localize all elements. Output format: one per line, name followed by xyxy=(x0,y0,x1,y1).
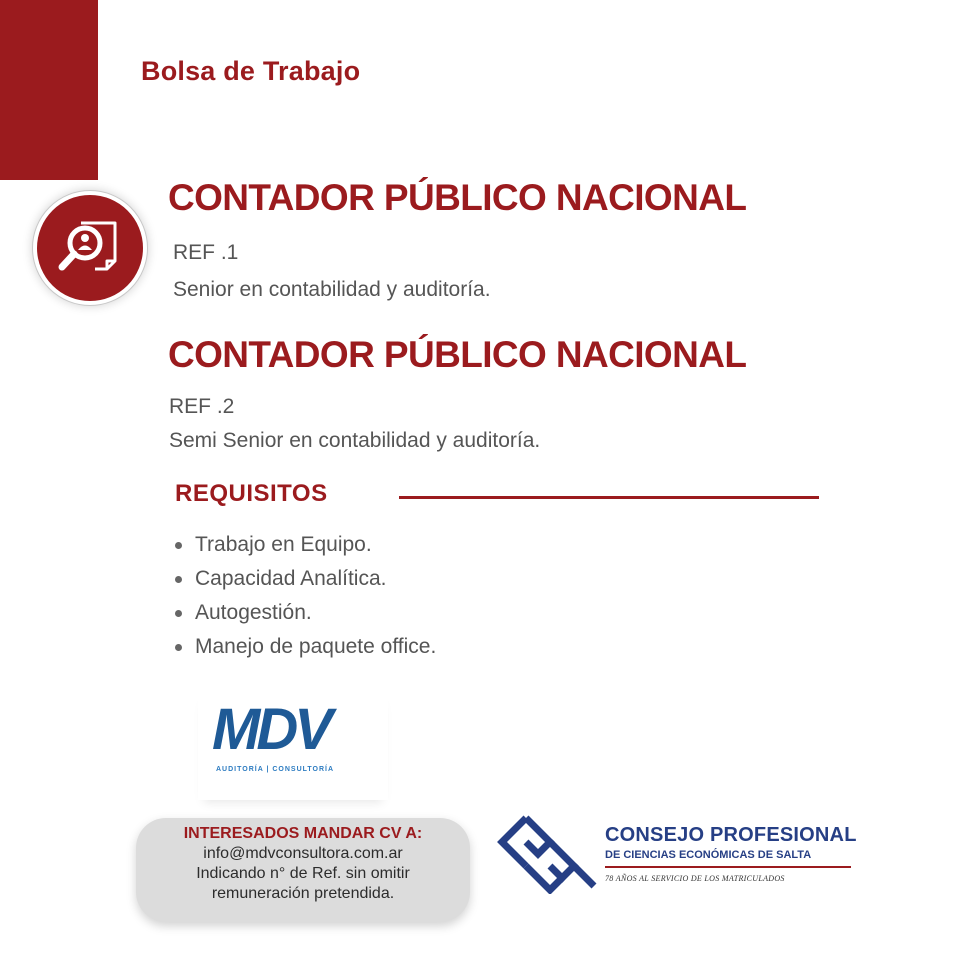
council-anniversary: 78 AÑOS AL SERVICIO DE LOS MATRICULADOS xyxy=(605,874,785,883)
job-search-badge xyxy=(37,195,143,301)
requirements-list xyxy=(175,532,436,668)
job-ref-2: REF .2 xyxy=(169,395,235,418)
job-ref-1: REF .1 xyxy=(173,241,239,264)
mdv-logo-tagline: AUDITORÍA | CONSULTORÍA xyxy=(216,766,335,773)
requirements-title: REQUISITOS xyxy=(175,480,328,507)
requirement-item: Autogestión. xyxy=(175,600,436,634)
page-title: Bolsa de Trabajo xyxy=(141,56,361,86)
contact-heading: INTERESADOS MANDAR CV A: xyxy=(183,825,423,842)
cpce-logo-icon xyxy=(496,812,600,894)
job-title-2: CONTADOR PÚBLICO NACIONAL xyxy=(168,334,747,375)
requirement-item: Capacidad Analítica. xyxy=(175,566,436,600)
requirement-item: Trabajo en Equipo. xyxy=(175,532,436,566)
contact-box xyxy=(136,818,470,922)
requirements-divider xyxy=(399,496,819,499)
job-description-2: Semi Senior en contabilidad y auditoría. xyxy=(169,429,541,452)
job-search-icon xyxy=(55,213,125,283)
requirement-item: Manejo de paquete office. xyxy=(175,634,436,668)
job-title-1: CONTADOR PÚBLICO NACIONAL xyxy=(168,177,747,218)
contact-note-line-1: Indicando n° de Ref. sin omitir xyxy=(196,865,410,882)
job-description-1: Senior en contabilidad y auditoría. xyxy=(173,278,491,301)
contact-note-line-2: remuneración pretendida. xyxy=(211,885,395,902)
contact-email[interactable]: info@mdvconsultora.com.ar xyxy=(203,845,403,862)
mdv-logo xyxy=(198,690,388,800)
mdv-logo-letters: MDV xyxy=(212,697,329,762)
council-divider xyxy=(605,866,851,868)
council-subtitle: DE CIENCIAS ECONÓMICAS DE SALTA xyxy=(605,849,812,861)
council-name: CONSEJO PROFESIONAL xyxy=(605,824,857,846)
header-accent-block xyxy=(0,0,98,180)
